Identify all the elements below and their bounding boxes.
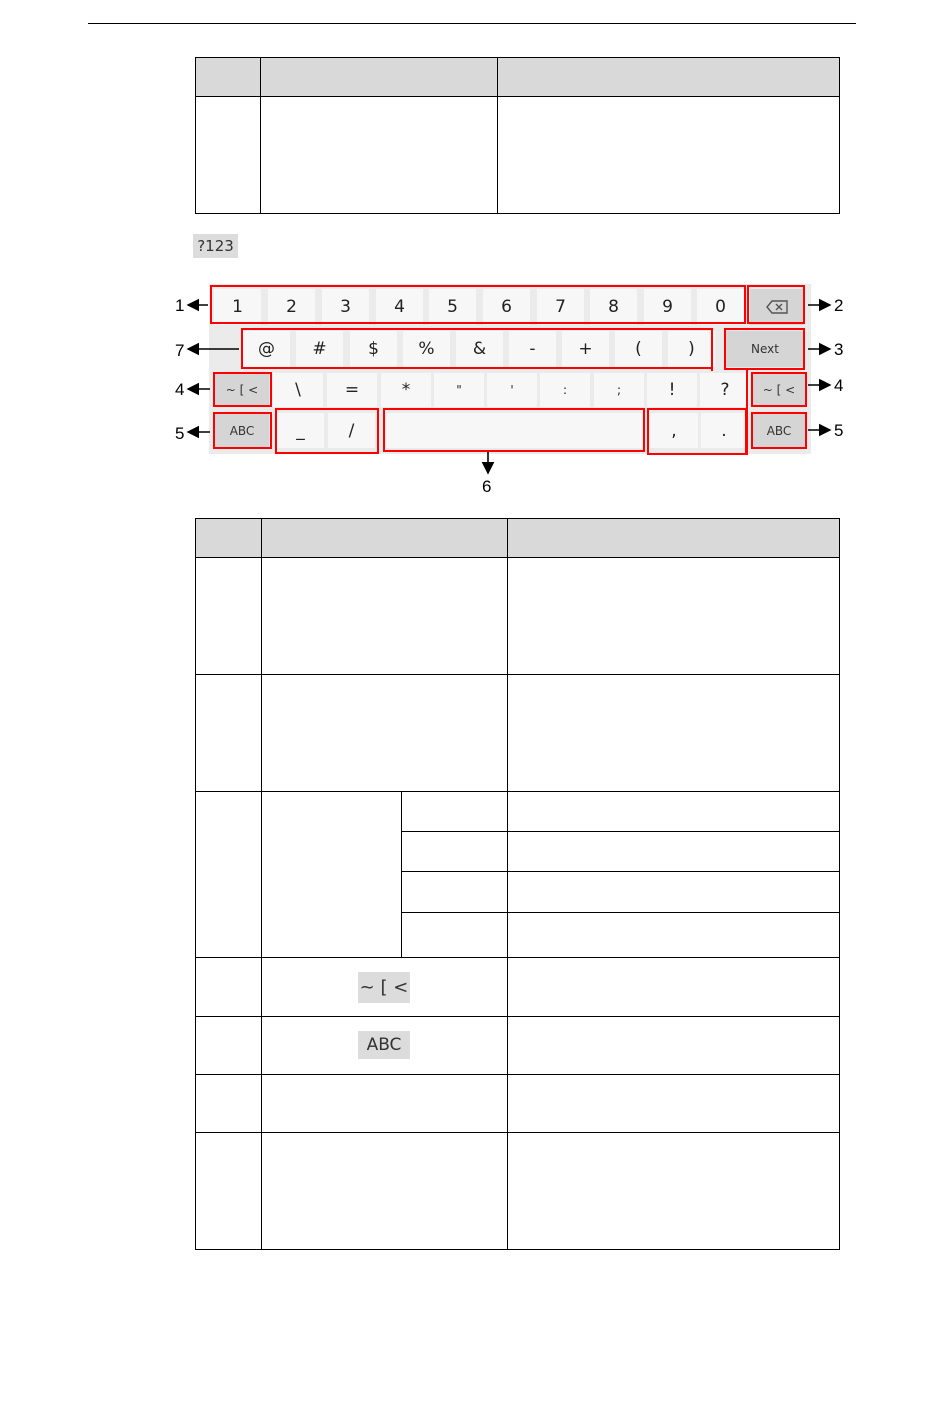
symbol-key-icon: ~ [ < bbox=[358, 972, 410, 1003]
key-8[interactable]: 8 bbox=[590, 289, 637, 325]
key-ampersand[interactable]: & bbox=[456, 331, 503, 367]
key-7[interactable]: 7 bbox=[537, 289, 584, 325]
key-4[interactable]: 4 bbox=[376, 289, 423, 325]
table-row bbox=[196, 1075, 840, 1133]
table-cell bbox=[196, 675, 262, 792]
key-minus[interactable]: - bbox=[509, 331, 556, 367]
table-cell bbox=[262, 1133, 508, 1250]
key-slash[interactable]: / bbox=[328, 413, 375, 448]
table-bottom bbox=[195, 518, 840, 1250]
header-cell bbox=[196, 519, 262, 558]
table-cell bbox=[196, 1133, 262, 1250]
table-cell bbox=[508, 1075, 840, 1133]
callout-4-right: 4 bbox=[834, 376, 844, 395]
key-equals[interactable]: = bbox=[327, 373, 377, 407]
next-key[interactable]: Next bbox=[725, 331, 805, 367]
table-cell bbox=[262, 958, 508, 1017]
table-cell bbox=[262, 558, 508, 675]
table-cell bbox=[508, 792, 840, 832]
header-cell bbox=[508, 519, 840, 558]
abc-key-right[interactable]: ABC bbox=[752, 413, 806, 448]
key-right-paren[interactable]: ) bbox=[668, 331, 715, 367]
table-cell bbox=[262, 1017, 508, 1075]
header-cell bbox=[262, 519, 508, 558]
key-exclamation[interactable]: ! bbox=[647, 373, 697, 407]
table-cell bbox=[196, 1075, 262, 1133]
key-0[interactable]: 0 bbox=[697, 289, 744, 325]
key-percent[interactable]: % bbox=[403, 331, 450, 367]
table-row bbox=[196, 1017, 840, 1075]
table-row bbox=[196, 792, 840, 832]
key-dollar[interactable]: $ bbox=[350, 331, 397, 367]
key-single-quote[interactable]: ' bbox=[487, 373, 537, 407]
table-cell bbox=[508, 675, 840, 792]
table-cell bbox=[402, 832, 508, 872]
table-cell bbox=[262, 1075, 508, 1133]
key-double-quote[interactable]: " bbox=[434, 373, 484, 407]
table-cell bbox=[402, 872, 508, 913]
table-cell bbox=[508, 872, 840, 913]
callout-5-left: 5 bbox=[175, 424, 185, 443]
key-6[interactable]: 6 bbox=[483, 289, 530, 325]
table-cell bbox=[508, 958, 840, 1017]
abc-key-icon: ABC bbox=[358, 1031, 410, 1059]
table-row bbox=[196, 675, 840, 792]
abc-key-left[interactable]: ABC bbox=[215, 413, 269, 448]
table-cell bbox=[402, 792, 508, 832]
callout-7: 7 bbox=[175, 341, 185, 360]
table-row bbox=[196, 958, 840, 1017]
key-plus[interactable]: + bbox=[562, 331, 609, 367]
callout-6: 6 bbox=[482, 477, 492, 496]
key-semicolon[interactable]: ; bbox=[594, 373, 644, 407]
key-5[interactable]: 5 bbox=[429, 289, 476, 325]
key-left-paren[interactable]: ( bbox=[615, 331, 662, 367]
symbol-mode-key-icon: ?123 bbox=[193, 234, 238, 258]
callout-1: 1 bbox=[175, 296, 185, 315]
table-cell bbox=[196, 558, 262, 675]
callout-2: 2 bbox=[834, 296, 844, 315]
table-cell bbox=[508, 1017, 840, 1075]
table-cell bbox=[196, 958, 262, 1017]
table-cell bbox=[196, 792, 262, 958]
key-hash[interactable]: # bbox=[296, 331, 343, 367]
key-1[interactable]: 1 bbox=[214, 289, 261, 325]
callout-4-left: 4 bbox=[175, 380, 185, 399]
table-cell bbox=[508, 1133, 840, 1250]
table-row bbox=[196, 558, 840, 675]
key-asterisk[interactable]: * bbox=[381, 373, 431, 407]
table-cell bbox=[402, 913, 508, 958]
table-header-row bbox=[196, 519, 840, 558]
key-9[interactable]: 9 bbox=[644, 289, 691, 325]
table-cell bbox=[262, 792, 402, 958]
key-backslash[interactable]: \ bbox=[273, 373, 323, 407]
table-cell bbox=[508, 558, 840, 675]
key-at[interactable]: @ bbox=[243, 331, 290, 367]
key-underscore[interactable]: _ bbox=[277, 413, 324, 448]
table-cell bbox=[508, 913, 840, 958]
symbol-shift-key-left[interactable]: ~ [ < bbox=[215, 373, 269, 407]
table-cell bbox=[196, 1017, 262, 1075]
table-cell bbox=[508, 832, 840, 872]
table-cell bbox=[262, 675, 508, 792]
table-row bbox=[196, 1133, 840, 1250]
key-question[interactable]: ? bbox=[700, 373, 750, 407]
symbol-shift-key-right[interactable]: ~ [ < bbox=[752, 373, 806, 407]
key-period[interactable]: . bbox=[701, 413, 747, 448]
callout-5-right: 5 bbox=[834, 421, 844, 440]
key-3[interactable]: 3 bbox=[322, 289, 369, 325]
key-comma[interactable]: , bbox=[650, 413, 698, 448]
callout-3: 3 bbox=[834, 340, 844, 359]
key-2[interactable]: 2 bbox=[268, 289, 315, 325]
key-colon[interactable]: : bbox=[540, 373, 590, 407]
